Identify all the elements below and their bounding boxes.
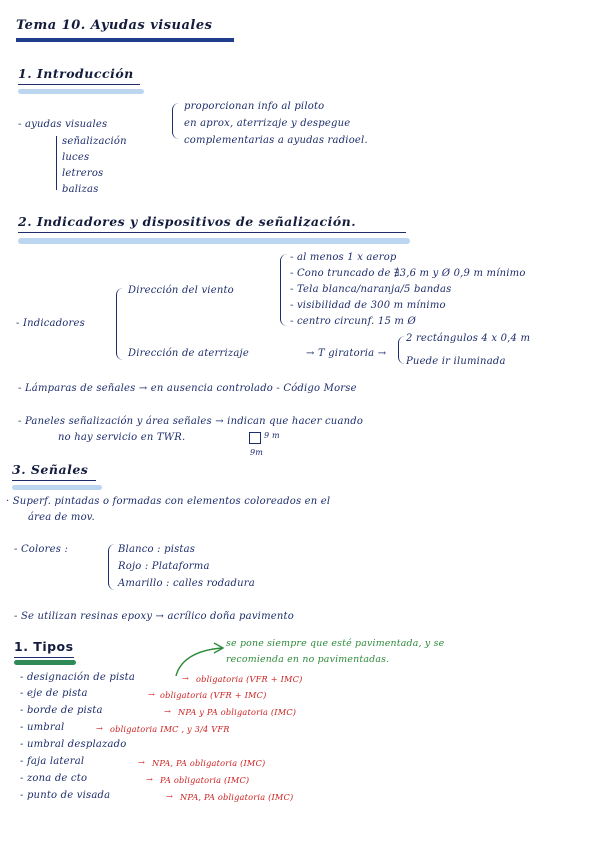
wind-item: - al menos 1 x aerop: [290, 252, 397, 263]
types-heading: 1. Tipos: [14, 639, 74, 654]
type-label: - borde de pista: [20, 705, 103, 716]
type-arrow: →: [164, 706, 172, 716]
intro-sub-item: luces: [62, 152, 90, 163]
panel-dim-bottom: 9m: [250, 448, 264, 457]
green-note: recomienda en no pavimentadas.: [226, 654, 390, 665]
type-note: NPA, PA obligatoria (IMC): [180, 792, 294, 802]
type-arrow: →: [182, 673, 190, 683]
type-label: - umbral desplazado: [20, 739, 127, 750]
color-item: Rojo : Plataforma: [118, 561, 210, 572]
type-label: - umbral: [20, 722, 65, 733]
type-note: obligatoria IMC , y 3/4 VFR: [110, 724, 230, 734]
colors-lead: - Colores :: [14, 544, 69, 555]
type-note: NPA y PA obligatoria (IMC): [178, 707, 297, 717]
intro-branch: en aprox, aterrizaje y despegue: [184, 118, 351, 129]
intro-branch: complementarias a ayudas radioel.: [184, 135, 368, 146]
type-label: - zona de cto: [20, 773, 88, 784]
landing-label: Dirección de aterrizaje: [128, 348, 249, 359]
type-note: obligatoria (VFR + IMC): [160, 690, 267, 700]
intro-sub-item: señalización: [62, 136, 127, 147]
page-title: Tema 10. Ayudas visuales: [16, 18, 213, 33]
type-arrow: →: [166, 791, 174, 801]
panel-dim-side: 9 m: [264, 431, 280, 440]
landing-arrow: → T giratoria →: [306, 348, 387, 359]
type-note: obligatoria (VFR + IMC): [196, 674, 303, 684]
color-item: Amarillo : calles rodadura: [118, 578, 255, 589]
type-label: - designación de pista: [20, 672, 136, 683]
type-arrow: →: [146, 774, 154, 784]
type-arrow: →: [96, 723, 104, 733]
indicators-heading: 2. Indicadores y dispositivos de señalización.: [18, 214, 357, 229]
type-arrow: →: [138, 757, 146, 767]
wind-item: - Tela blanca/naranja/5 bandas: [290, 284, 452, 295]
type-note: NPA, PA obligatoria (IMC): [152, 758, 266, 768]
surface-line: área de mov.: [28, 512, 95, 523]
wind-label: Dirección del viento: [128, 285, 234, 296]
type-note: PA obligatoria (IMC): [160, 775, 250, 785]
panels-line: - Paneles señalización y área señales → indican que hacer cuando: [18, 416, 364, 427]
wind-item: - visibilidad de 300 m mínimo: [290, 300, 446, 311]
type-label: - faja lateral: [20, 756, 85, 767]
intro-sub-item: balizas: [62, 184, 99, 195]
intro-lead: - ayudas visuales: [18, 119, 108, 130]
landing-item: 2 rectángulos 4 x 0,4 m: [406, 333, 531, 344]
type-label: - eje de pista: [20, 688, 88, 699]
intro-branch: proporcionan info al piloto: [184, 101, 325, 112]
green-note: se pone siempre que esté pavimentada, y se: [226, 638, 445, 649]
intro-heading: 1. Introducción: [18, 66, 134, 81]
wind-item: - Cono truncado de ∄3,6 m y Ø 0,9 m mínimo: [290, 268, 526, 279]
lamps-line: - Lámparas de señales → en ausencia controlado - Código Morse: [18, 383, 357, 394]
surface-line: · Superf. pintadas o formadas con elementos coloreados en el: [6, 496, 331, 507]
signals-heading: 3. Señales: [12, 462, 89, 477]
type-arrow: →: [148, 689, 156, 699]
color-item: Blanco : pistas: [118, 544, 196, 555]
intro-sub-item: letreros: [62, 168, 104, 179]
resins-line: - Se utilizan resinas epoxy → acrílico doña pavimento: [14, 611, 294, 622]
panels-line: no hay servicio en TWR.: [58, 432, 186, 443]
landing-item: Puede ir iluminada: [406, 356, 506, 367]
wind-item: - centro circunf. 15 m Ø: [290, 316, 416, 327]
type-label: - punto de visada: [20, 790, 111, 801]
indicators-lead: - Indicadores: [16, 318, 85, 329]
